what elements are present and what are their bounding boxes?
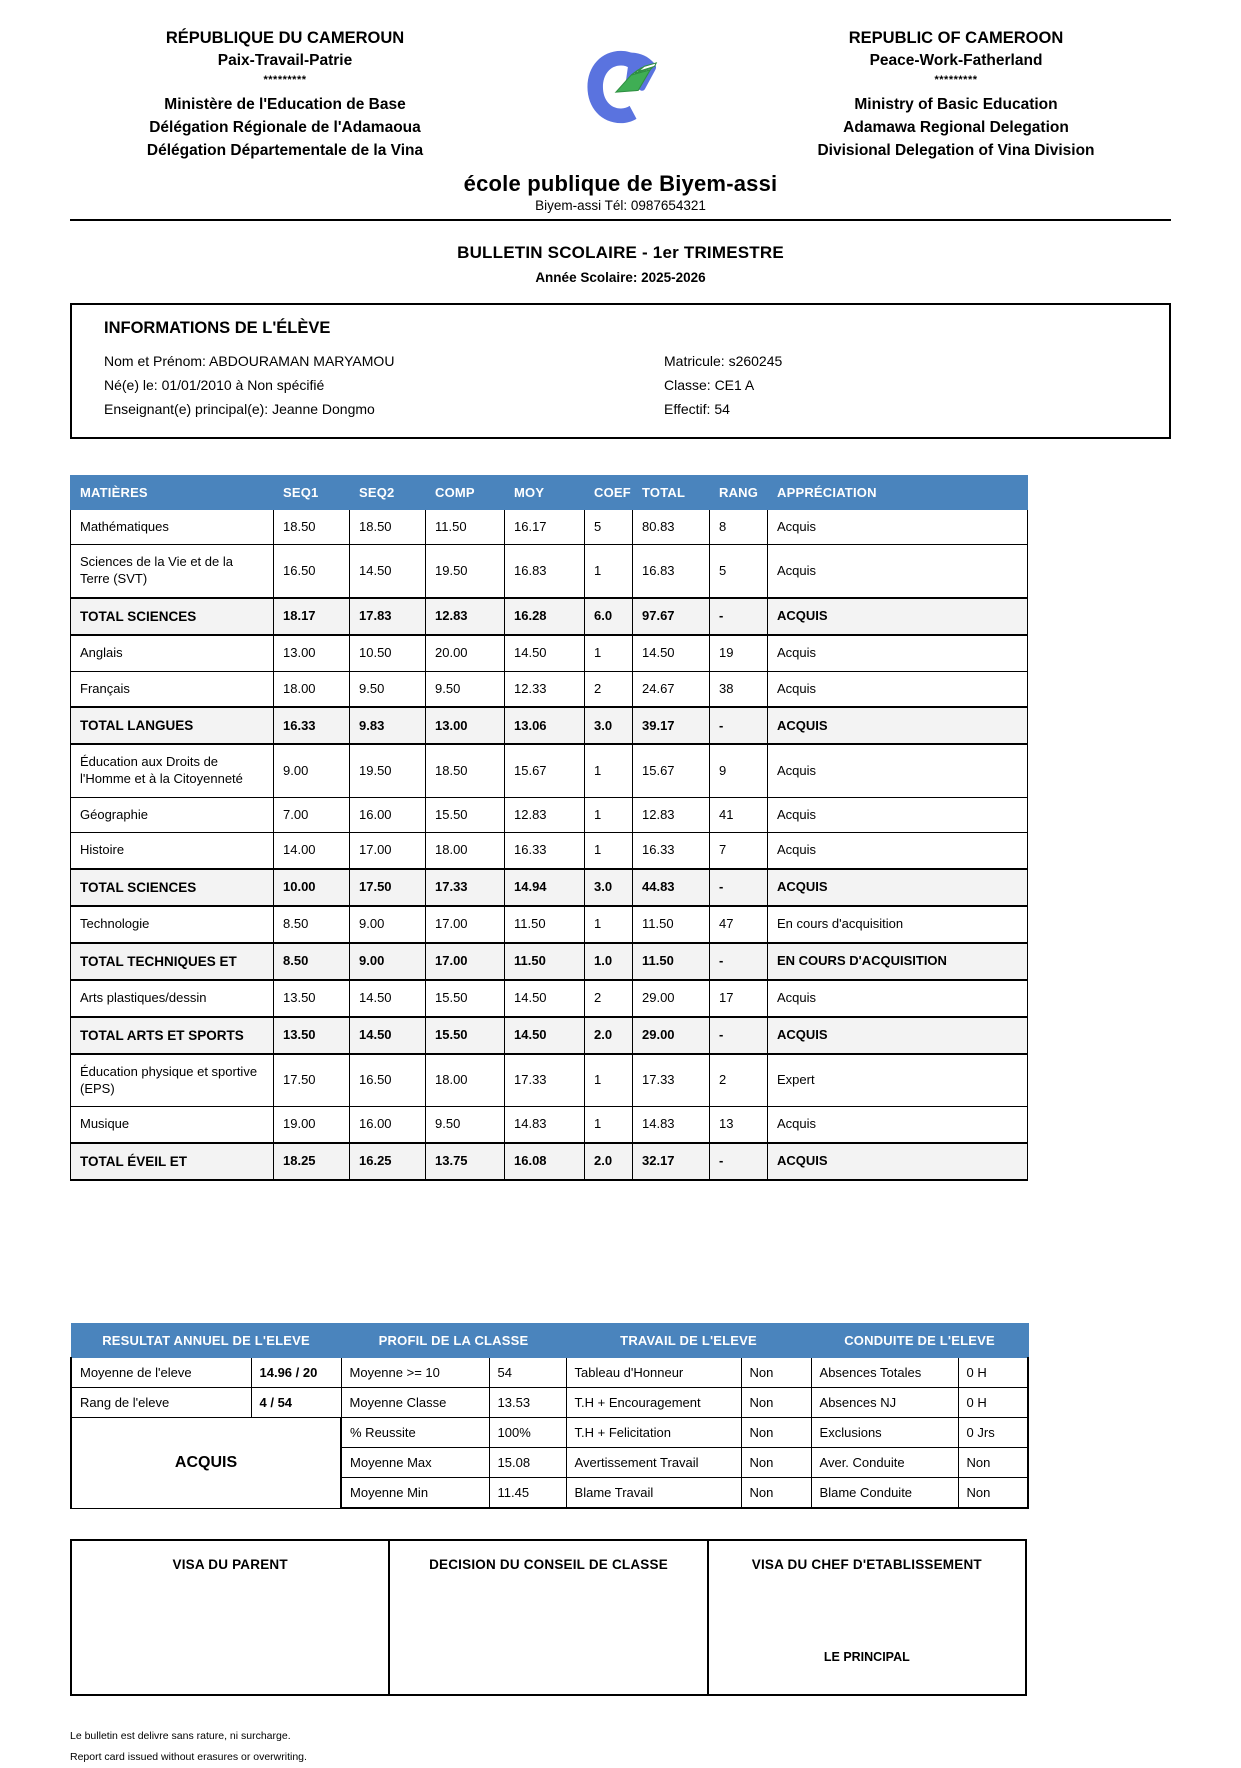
summary-rang-label: Rang de l'eleve <box>71 1388 251 1418</box>
summary-moyenne-value: 14.96 / 20 <box>251 1358 341 1388</box>
grades-cell-coef: 1 <box>585 744 633 797</box>
summary-conduite-value: Non <box>958 1478 1028 1509</box>
fr-ministry-line: Ministère de l'Education de Base <box>164 96 406 114</box>
summary-profil-value: 15.08 <box>489 1448 566 1478</box>
grades-cell-appr-ciation: En cours d'acquisition <box>768 906 1028 943</box>
grades-subject-row <box>71 635 1028 671</box>
grades-cell-seq2: 17.50 <box>350 869 426 906</box>
grades-cell-coef: 3.0 <box>585 869 633 906</box>
grades-cell-coef: 2 <box>585 671 633 707</box>
grades-cell-comp: 11.50 <box>426 509 505 545</box>
summary-travail-label: T.H + Encouragement <box>566 1388 741 1418</box>
summary-header-conduite: CONDUITE DE L'ELEVE <box>811 1324 1028 1358</box>
grades-cell-rang: - <box>710 707 768 744</box>
en-republic-line: REPUBLIC OF CAMEROON <box>848 29 1064 47</box>
grades-col-header-0: MATIÈRES <box>71 475 274 509</box>
grades-cell-rang: 7 <box>710 833 768 869</box>
grades-cell-appr-ciation: Acquis <box>768 833 1028 869</box>
grades-subject-row <box>71 833 1028 869</box>
grades-cell-seq1: 16.33 <box>274 707 350 744</box>
grades-cell-rang: 2 <box>710 1054 768 1107</box>
grades-subject-row <box>71 797 1028 833</box>
header-french-block <box>70 26 500 163</box>
student-matricule: Matricule: s260245 <box>664 352 783 369</box>
grades-cell-appr-ciation: Acquis <box>768 671 1028 707</box>
summary-row <box>71 1418 1028 1448</box>
grades-cell-mati-res: TOTAL SCIENCES <box>71 869 274 906</box>
student-info-right-column <box>664 349 1137 421</box>
footer-note-en: Report card issued without erasures or overwriting. <box>70 1751 307 1764</box>
grades-cell-mati-res: Géographie <box>71 797 274 833</box>
grades-cell-total: 44.83 <box>633 869 710 906</box>
document-footer <box>70 1726 1171 1768</box>
grades-total-row <box>71 598 1028 635</box>
grades-cell-rang: - <box>710 869 768 906</box>
student-class: Classe: CE1 A <box>664 376 755 393</box>
grades-total-row <box>71 869 1028 906</box>
summary-conduite-label: Aver. Conduite <box>811 1448 958 1478</box>
grades-cell-seq1: 18.50 <box>274 509 350 545</box>
grades-cell-mati-res: Éducation aux Droits de l'Homme et à la Citoyenneté <box>71 744 274 797</box>
grades-cell-seq2: 10.50 <box>350 635 426 671</box>
grades-cell-moy: 16.33 <box>505 833 585 869</box>
grades-subject-row <box>71 509 1028 545</box>
grades-cell-mati-res: TOTAL SCIENCES <box>71 598 274 635</box>
en-motto-line: Peace-Work-Fatherland <box>869 52 1043 70</box>
grades-cell-seq2: 17.83 <box>350 598 426 635</box>
grades-cell-seq2: 16.50 <box>350 1054 426 1107</box>
grades-cell-seq1: 13.50 <box>274 980 350 1017</box>
grades-cell-mati-res: TOTAL TECHNIQUES ET <box>71 943 274 980</box>
summary-travail-label: Blame Travail <box>566 1478 741 1509</box>
signature-cell-chef[interactable] <box>708 1540 1026 1695</box>
summary-rang-value: 4 / 54 <box>251 1388 341 1418</box>
grades-cell-coef: 1 <box>585 545 633 598</box>
grades-col-header-2: SEQ2 <box>350 475 426 509</box>
summary-travail-label: T.H + Felicitation <box>566 1418 741 1448</box>
grades-cell-coef: 1 <box>585 635 633 671</box>
grades-cell-rang: 5 <box>710 545 768 598</box>
grades-cell-appr-ciation: Acquis <box>768 1107 1028 1143</box>
grades-cell-mati-res: TOTAL ARTS ET SPORTS <box>71 1017 274 1054</box>
fr-regional-line: Délégation Régionale de l'Adamaoua <box>149 119 421 136</box>
grades-cell-total: 14.50 <box>633 635 710 671</box>
grades-cell-seq1: 9.00 <box>274 744 350 797</box>
grades-total-row <box>71 943 1028 980</box>
header-divider-rule <box>70 219 1171 221</box>
summary-profil-value: 11.45 <box>489 1478 566 1509</box>
grades-cell-coef: 1 <box>585 1054 633 1107</box>
grades-cell-rang: 17 <box>710 980 768 1017</box>
grades-cell-appr-ciation: ACQUIS <box>768 869 1028 906</box>
summary-conduite-value: Non <box>958 1448 1028 1478</box>
grades-cell-total: 16.33 <box>633 833 710 869</box>
grades-cell-seq2: 9.83 <box>350 707 426 744</box>
grades-cell-comp: 18.50 <box>426 744 505 797</box>
grades-cell-appr-ciation: ACQUIS <box>768 598 1028 635</box>
grades-cell-seq2: 18.50 <box>350 509 426 545</box>
summary-profil-label: Moyenne Classe <box>341 1388 489 1418</box>
grades-total-row <box>71 1143 1028 1180</box>
grades-cell-appr-ciation: EN COURS D'ACQUISITION <box>768 943 1028 980</box>
grades-cell-total: 14.83 <box>633 1107 710 1143</box>
grades-cell-rang: - <box>710 1017 768 1054</box>
grades-col-header-4: MOY <box>505 475 585 509</box>
grades-cell-mati-res: Technologie <box>71 906 274 943</box>
grades-cell-moy: 16.17 <box>505 509 585 545</box>
grades-cell-seq2: 14.50 <box>350 545 426 598</box>
academic-year: Année Scolaire: 2025-2026 <box>535 269 706 285</box>
summary-profil-label: Moyenne Max <box>341 1448 489 1478</box>
fr-republic-line: RÉPUBLIQUE DU CAMEROUN <box>165 29 405 47</box>
en-ministry-line: Ministry of Basic Education <box>854 96 1058 114</box>
grades-cell-seq2: 19.50 <box>350 744 426 797</box>
grades-cell-rang: 13 <box>710 1107 768 1143</box>
principal-label: LE PRINCIPAL <box>823 1650 910 1665</box>
grades-cell-rang: 8 <box>710 509 768 545</box>
grades-cell-comp: 17.33 <box>426 869 505 906</box>
grades-cell-moy: 11.50 <box>505 906 585 943</box>
grades-cell-mati-res: Français <box>71 671 274 707</box>
grades-cell-coef: 2.0 <box>585 1017 633 1054</box>
report-title-block <box>70 243 1171 285</box>
grades-cell-seq2: 16.00 <box>350 1107 426 1143</box>
grades-cell-coef: 1 <box>585 906 633 943</box>
summary-row <box>71 1388 1028 1418</box>
grades-cell-appr-ciation: ACQUIS <box>768 1143 1028 1180</box>
grades-cell-seq1: 16.50 <box>274 545 350 598</box>
grades-cell-appr-ciation: Acquis <box>768 797 1028 833</box>
signature-cell-parent[interactable] <box>71 1540 389 1695</box>
summary-overall-verdict: ACQUIS <box>71 1418 341 1509</box>
summary-profil-value: 100% <box>489 1418 566 1448</box>
school-name: école publique de Biyem-assi <box>463 170 778 196</box>
grades-cell-seq1: 19.00 <box>274 1107 350 1143</box>
summary-travail-value: Non <box>741 1478 811 1509</box>
grades-cell-appr-ciation: Acquis <box>768 635 1028 671</box>
grades-cell-total: 11.50 <box>633 906 710 943</box>
grades-cell-seq2: 14.50 <box>350 1017 426 1054</box>
school-identity <box>70 171 1171 213</box>
grades-col-header-8: APPRÉCIATION <box>768 475 1028 509</box>
grades-subject-row <box>71 1054 1028 1107</box>
grades-cell-seq1: 13.50 <box>274 1017 350 1054</box>
grades-cell-comp: 9.50 <box>426 671 505 707</box>
grades-cell-seq2: 9.00 <box>350 943 426 980</box>
grades-cell-seq2: 16.25 <box>350 1143 426 1180</box>
grades-cell-seq1: 8.50 <box>274 943 350 980</box>
grades-subject-row <box>71 980 1028 1017</box>
en-regional-line: Adamawa Regional Delegation <box>843 119 1069 136</box>
grades-cell-total: 15.67 <box>633 744 710 797</box>
grades-cell-moy: 12.83 <box>505 797 585 833</box>
grades-total-row <box>71 707 1028 744</box>
grades-col-header-3: COMP <box>426 475 505 509</box>
summary-travail-value: Non <box>741 1448 811 1478</box>
summary-table <box>70 1323 1029 1509</box>
grades-cell-comp: 13.00 <box>426 707 505 744</box>
grades-cell-mati-res: Histoire <box>71 833 274 869</box>
student-birth: Né(e) le: 01/01/2010 à Non spécifié <box>104 376 325 393</box>
grades-cell-moy: 15.67 <box>505 744 585 797</box>
summary-header-profil: PROFIL DE LA CLASSE <box>341 1324 566 1358</box>
grades-header-row <box>71 475 1028 509</box>
grades-cell-total: 32.17 <box>633 1143 710 1180</box>
grades-subject-row <box>71 1107 1028 1143</box>
grades-cell-comp: 15.50 <box>426 1017 505 1054</box>
grades-cell-rang: - <box>710 598 768 635</box>
summary-conduite-value: 0 H <box>958 1388 1028 1418</box>
grades-cell-comp: 18.00 <box>426 833 505 869</box>
summary-moyenne-label: Moyenne de l'eleve <box>71 1358 251 1388</box>
grades-cell-moy: 13.06 <box>505 707 585 744</box>
grades-cell-seq1: 18.00 <box>274 671 350 707</box>
grades-cell-total: 12.83 <box>633 797 710 833</box>
summary-header-row <box>71 1324 1028 1358</box>
grades-cell-moy: 16.83 <box>505 545 585 598</box>
grades-cell-appr-ciation: Acquis <box>768 744 1028 797</box>
grades-subject-row <box>71 545 1028 598</box>
grades-cell-comp: 17.00 <box>426 906 505 943</box>
grades-cell-mati-res: TOTAL LANGUES <box>71 707 274 744</box>
grades-cell-rang: 38 <box>710 671 768 707</box>
summary-conduite-value: 0 H <box>958 1358 1028 1388</box>
grades-cell-seq1: 17.50 <box>274 1054 350 1107</box>
grades-cell-rang: 41 <box>710 797 768 833</box>
grades-cell-total: 80.83 <box>633 509 710 545</box>
summary-travail-value: Non <box>741 1358 811 1388</box>
fr-motto-line: Paix-Travail-Patrie <box>217 52 353 70</box>
grades-col-header-1: SEQ1 <box>274 475 350 509</box>
grades-cell-seq2: 17.00 <box>350 833 426 869</box>
grades-cell-seq1: 14.00 <box>274 833 350 869</box>
school-book-logo-icon <box>578 44 664 130</box>
grades-cell-total: 11.50 <box>633 943 710 980</box>
grades-cell-rang: 19 <box>710 635 768 671</box>
summary-travail-value: Non <box>741 1418 811 1448</box>
grades-cell-moy: 14.94 <box>505 869 585 906</box>
fr-divisional-line: Délégation Départementale de la Vina <box>146 141 424 159</box>
grades-cell-total: 17.33 <box>633 1054 710 1107</box>
grades-subject-row <box>71 744 1028 797</box>
grades-cell-coef: 2 <box>585 980 633 1017</box>
grades-cell-mati-res: Mathématiques <box>71 509 274 545</box>
summary-conduite-label: Blame Conduite <box>811 1478 958 1509</box>
grades-cell-seq2: 9.50 <box>350 671 426 707</box>
signature-cell-conseil[interactable] <box>389 1540 707 1695</box>
summary-travail-label: Avertissement Travail <box>566 1448 741 1478</box>
grades-cell-total: 29.00 <box>633 980 710 1017</box>
header-english-block <box>741 26 1171 163</box>
summary-profil-value: 54 <box>489 1358 566 1388</box>
grades-cell-moy: 17.33 <box>505 1054 585 1107</box>
grades-cell-mati-res: Anglais <box>71 635 274 671</box>
grades-cell-comp: 12.83 <box>426 598 505 635</box>
class-effectif: Effectif: 54 <box>664 400 730 417</box>
summary-header-resultat: RESULTAT ANNUEL DE L'ELEVE <box>71 1324 341 1358</box>
fr-stars-divider: ********* <box>263 74 307 87</box>
summary-conduite-label: Exclusions <box>811 1418 958 1448</box>
grades-cell-moy: 14.50 <box>505 980 585 1017</box>
grades-cell-mati-res: TOTAL ÉVEIL ET <box>71 1143 274 1180</box>
student-teacher: Enseignant(e) principal(e): Jeanne Dongmo <box>104 400 375 417</box>
summary-row <box>71 1358 1028 1388</box>
footer-note-fr: Le bulletin est delivre sans rature, ni surcharge. <box>70 1730 291 1743</box>
grades-cell-rang: 9 <box>710 744 768 797</box>
grades-cell-moy: 16.28 <box>505 598 585 635</box>
grades-total-row <box>71 1017 1028 1054</box>
summary-profil-value: 13.53 <box>489 1388 566 1418</box>
grades-cell-appr-ciation: Expert <box>768 1054 1028 1107</box>
grades-cell-comp: 15.50 <box>426 797 505 833</box>
grades-cell-moy: 12.33 <box>505 671 585 707</box>
grades-cell-coef: 6.0 <box>585 598 633 635</box>
grades-cell-rang: - <box>710 943 768 980</box>
grades-cell-comp: 15.50 <box>426 980 505 1017</box>
summary-profil-label: Moyenne Min <box>341 1478 489 1509</box>
grades-cell-moy: 16.08 <box>505 1143 585 1180</box>
page-title: BULLETIN SCOLAIRE - 1er TRIMESTRE <box>457 242 784 262</box>
grades-cell-seq1: 8.50 <box>274 906 350 943</box>
student-info-left-column <box>104 349 664 421</box>
grades-cell-seq1: 7.00 <box>274 797 350 833</box>
grades-cell-moy: 14.83 <box>505 1107 585 1143</box>
signature-label-conseil: DECISION DU CONSEIL DE CLASSE <box>429 1557 668 1573</box>
grades-cell-rang: 47 <box>710 906 768 943</box>
grades-subject-row <box>71 906 1028 943</box>
signature-label-chef: VISA DU CHEF D'ETABLISSEMENT <box>751 1557 982 1573</box>
school-contact: Biyem-assi Tél: 0987654321 <box>535 197 706 213</box>
student-info-box <box>70 303 1171 439</box>
grades-cell-mati-res: Sciences de la Vie et de la Terre (SVT) <box>71 545 274 598</box>
grades-cell-mati-res: Arts plastiques/dessin <box>71 980 274 1017</box>
en-stars-divider: ********* <box>934 74 978 87</box>
grades-cell-coef: 5 <box>585 509 633 545</box>
grades-cell-appr-ciation: Acquis <box>768 980 1028 1017</box>
signatures-table <box>70 1539 1027 1696</box>
grades-table <box>70 475 1028 1181</box>
grades-cell-moy: 14.50 <box>505 635 585 671</box>
grades-cell-comp: 17.00 <box>426 943 505 980</box>
grades-cell-comp: 9.50 <box>426 1107 505 1143</box>
grades-cell-total: 39.17 <box>633 707 710 744</box>
student-info-heading: INFORMATIONS DE L'ÉLÈVE <box>104 318 331 337</box>
grades-cell-appr-ciation: Acquis <box>768 545 1028 598</box>
grades-cell-mati-res: Musique <box>71 1107 274 1143</box>
grades-cell-comp: 18.00 <box>426 1054 505 1107</box>
grades-cell-rang: - <box>710 1143 768 1180</box>
grades-cell-coef: 3.0 <box>585 707 633 744</box>
grades-cell-coef: 2.0 <box>585 1143 633 1180</box>
grades-cell-seq1: 18.17 <box>274 598 350 635</box>
grades-cell-seq2: 16.00 <box>350 797 426 833</box>
summary-travail-value: Non <box>741 1388 811 1418</box>
grades-cell-appr-ciation: Acquis <box>768 509 1028 545</box>
summary-conduite-label: Absences Totales <box>811 1358 958 1388</box>
grades-cell-seq2: 9.00 <box>350 906 426 943</box>
grades-cell-seq1: 10.00 <box>274 869 350 906</box>
grades-cell-comp: 20.00 <box>426 635 505 671</box>
grades-cell-coef: 1 <box>585 1107 633 1143</box>
summary-conduite-label: Absences NJ <box>811 1388 958 1418</box>
en-divisional-line: Divisional Delegation of Vina Division <box>817 141 1095 159</box>
grades-cell-total: 97.67 <box>633 598 710 635</box>
summary-conduite-value: 0 Jrs <box>958 1418 1028 1448</box>
summary-profil-label: % Reussite <box>341 1418 489 1448</box>
grades-col-header-6: TOTAL <box>633 475 710 509</box>
grades-cell-seq2: 14.50 <box>350 980 426 1017</box>
grades-cell-comp: 19.50 <box>426 545 505 598</box>
summary-header-travail: TRAVAIL DE L'ELEVE <box>566 1324 811 1358</box>
grades-cell-total: 16.83 <box>633 545 710 598</box>
grades-cell-coef: 1 <box>585 833 633 869</box>
grades-subject-row <box>71 671 1028 707</box>
grades-cell-appr-ciation: ACQUIS <box>768 1017 1028 1054</box>
grades-col-header-5: COEF <box>585 475 633 509</box>
grades-cell-total: 29.00 <box>633 1017 710 1054</box>
grades-cell-coef: 1.0 <box>585 943 633 980</box>
student-name: Nom et Prénom: ABDOURAMAN MARYAMOU <box>104 352 395 369</box>
grades-cell-moy: 11.50 <box>505 943 585 980</box>
grades-cell-appr-ciation: ACQUIS <box>768 707 1028 744</box>
grades-cell-seq1: 18.25 <box>274 1143 350 1180</box>
document-header <box>70 26 1171 163</box>
grades-cell-total: 24.67 <box>633 671 710 707</box>
grades-cell-coef: 1 <box>585 797 633 833</box>
summary-profil-label: Moyenne >= 10 <box>341 1358 489 1388</box>
summary-travail-label: Tableau d'Honneur <box>566 1358 741 1388</box>
grades-col-header-7: RANG <box>710 475 768 509</box>
grades-cell-moy: 14.50 <box>505 1017 585 1054</box>
grades-cell-mati-res: Éducation physique et sportive (EPS) <box>71 1054 274 1107</box>
grades-cell-comp: 13.75 <box>426 1143 505 1180</box>
signature-label-parent: VISA DU PARENT <box>172 1557 288 1573</box>
logo-container <box>561 26 681 130</box>
grades-cell-seq1: 13.00 <box>274 635 350 671</box>
